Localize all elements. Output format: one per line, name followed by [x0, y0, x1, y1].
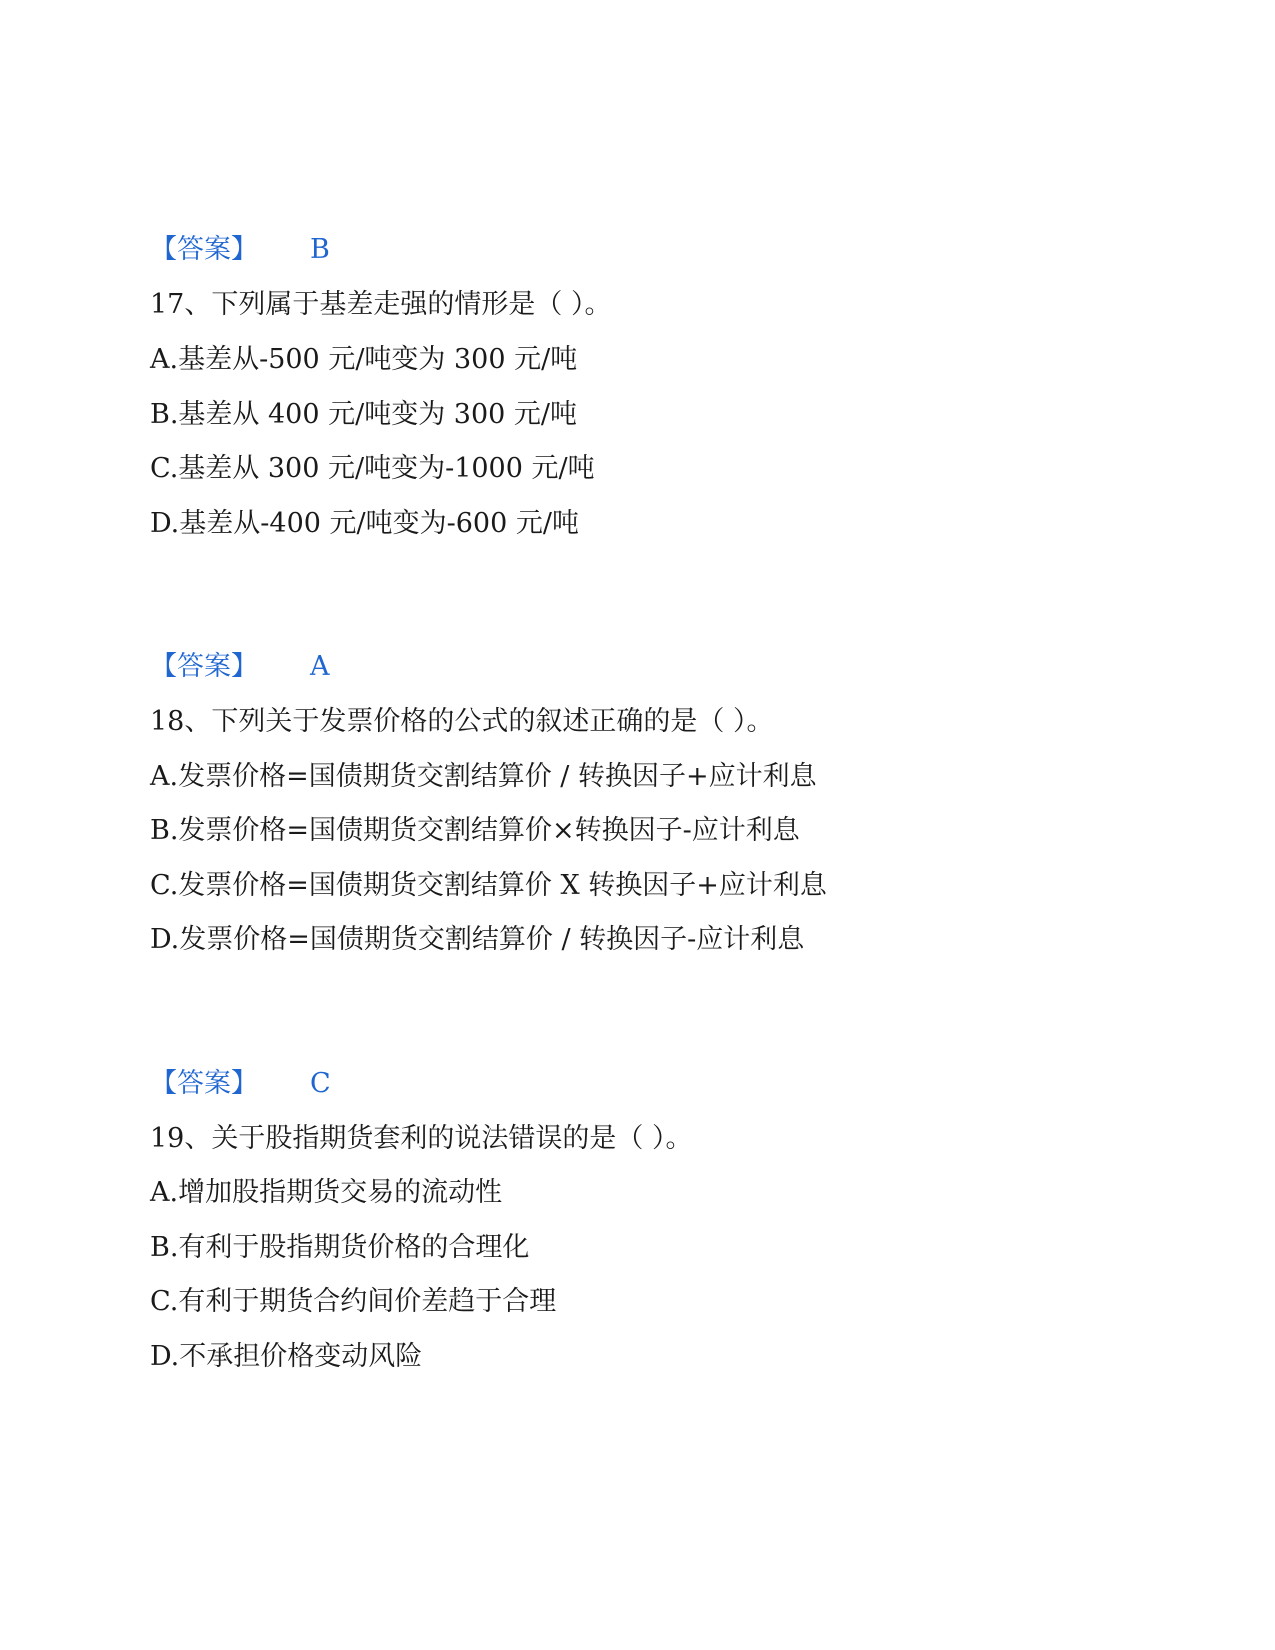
- answer-label: 【答案】: [150, 234, 258, 265]
- option-d: D.发票价格=国债期货交割结算价 / 转换因子-应计利息: [150, 924, 805, 955]
- option-a: A.基差从-500 元/吨变为 300 元/吨: [150, 344, 578, 375]
- question-text: 19、关于股指期货套利的说法错误的是（ ）。: [150, 1123, 693, 1154]
- option-d: D.基差从-400 元/吨变为-600 元/吨: [150, 508, 579, 539]
- answer-value: B: [310, 234, 330, 265]
- answer-value: C: [310, 1068, 331, 1099]
- question-text: 18、下列关于发票价格的公式的叙述正确的是（ ）。: [150, 706, 774, 737]
- option-b: B.发票价格=国债期货交割结算价×转换因子-应计利息: [150, 815, 800, 846]
- answer-value: A: [310, 651, 330, 682]
- option-a: A.发票价格=国债期货交割结算价 / 转换因子+应计利息: [150, 761, 817, 792]
- answer-line: [150, 230, 330, 270]
- option-d: D.不承担价格变动风险: [150, 1341, 423, 1372]
- answer-line: [150, 1064, 331, 1104]
- option-b: B.基差从 400 元/吨变为 300 元/吨: [150, 399, 578, 430]
- answer-label: 【答案】: [150, 1068, 258, 1099]
- option-c: C.基差从 300 元/吨变为-1000 元/吨: [150, 453, 595, 484]
- option-a: A.增加股指期货交易的流动性: [150, 1177, 503, 1208]
- question-text: 17、下列属于基差走强的情形是（ ）。: [150, 289, 612, 320]
- answer-line: [150, 647, 330, 687]
- option-b: B.有利于股指期货价格的合理化: [150, 1232, 530, 1263]
- option-c: C.有利于期货合约间价差趋于合理: [150, 1286, 557, 1317]
- answer-label: 【答案】: [150, 651, 258, 682]
- option-c: C.发票价格=国债期货交割结算价 X 转换因子+应计利息: [150, 870, 827, 901]
